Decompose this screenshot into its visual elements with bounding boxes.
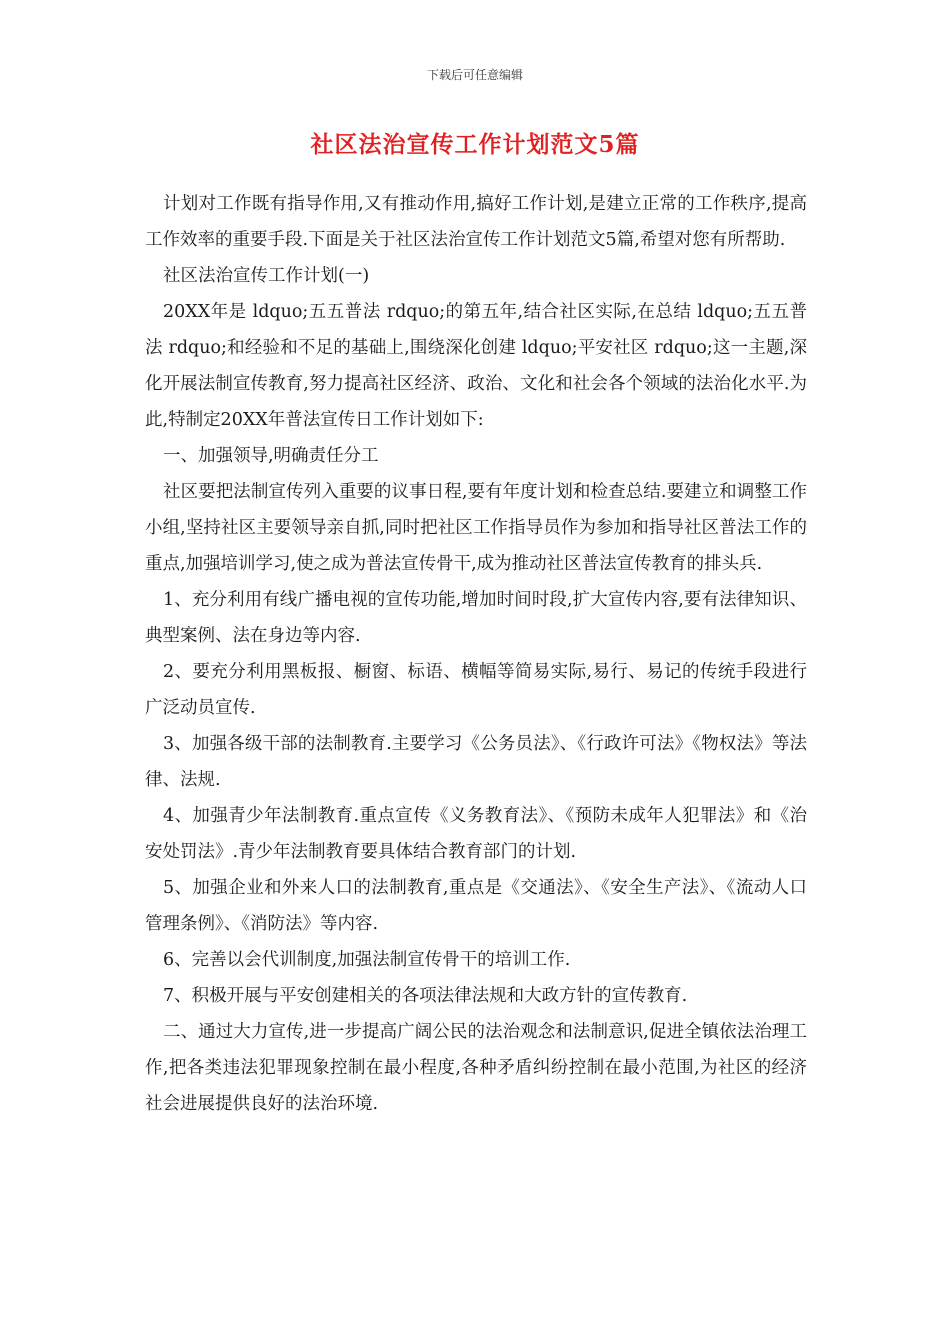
list-item: 5、加强企业和外来人口的法制教育,重点是《交通法》、《安全生产法》、《流动人口管理条例》、《消防法》等内容. [145,878,807,934]
list-item: 1、充分利用有线广播电视的宣传功能,增加时间时段,扩大宣传内容,要有法律知识、典型案例、法在身边等内容. [145,590,807,646]
paragraph: 20XX年是 ldquo;五五普法 rdquo;的第五年,结合社区实际,在总结 ldquo;五五普法 rdquo;和经验和不足的基础上,围绕深化创建 ldquo;平安社区 rdquo;这一主题,深化开展法制宣传教育,努力提高社区经济、政治、文化和社会各个领域的法治化水平.为此,特制定20XX年普法宣传日工作计划如下: [145,302,807,430]
list-item: 6、完善以会代训制度,加强法制宣传骨干的培训工作. [163,950,571,970]
paragraph-subheading: 二、通过大力宣传,进一步提高广阔公民的法治观念和法制意识,促进全镇依法治理工作,把各类违法犯罪现象控制在最小程度,各种矛盾纠纷控制在最小范围,为社区的经济社会进展提供良好的法治环境. [145,1022,807,1114]
document-body [145,186,807,1122]
list-item: 3、加强各级干部的法制教育.主要学习《公务员法》、《行政许可法》《物权法》等法律、法规. [145,734,807,790]
list-item: 7、积极开展与平安创建相关的各项法律法规和大政方针的宣传教育. [163,986,688,1006]
list-item: 2、要充分利用黑板报、橱窗、标语、横幅等简易实际,易行、易记的传统手段进行广泛动员宣传. [145,662,807,718]
document-title: 社区法治宣传工作计划范文5篇 [310,131,640,158]
header-note: 下载后可任意编辑 [426,68,523,82]
list-item: 4、加强青少年法制教育.重点宣传《义务教育法》、《预防未成年人犯罪法》和《治安处罚法》.青少年法制教育要具体结合教育部门的计划. [145,806,807,862]
paragraph-intro: 计划对工作既有指导作用,又有推动作用,搞好工作计划,是建立正常的工作秩序,提高工作效率的重要手段.下面是关于社区法治宣传工作计划范文5篇,希望对您有所帮助. [145,194,807,250]
paragraph-subheading: 一、加强领导,明确责任分工 [163,446,379,466]
paragraph: 社区要把法制宣传列入重要的议事日程,要有年度计划和检查总结.要建立和调整工作小组,坚持社区主要领导亲自抓,同时把社区工作指导员作为参加和指导社区普法工作的重点,加强培训学习,使之成为普法宣传骨干,成为推动社区普法宣传教育的排头兵. [145,482,807,574]
paragraph-section-heading: 社区法治宣传工作计划(一) [163,266,370,286]
